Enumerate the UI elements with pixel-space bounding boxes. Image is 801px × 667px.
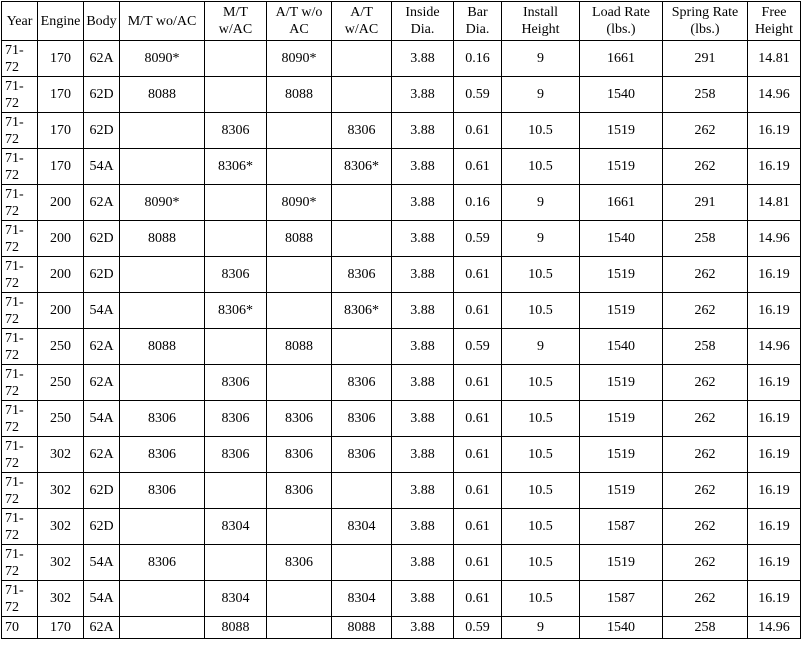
table-row [2, 365, 801, 401]
table-cell-free-height: 16.19 [748, 365, 801, 401]
table-cell-year: 71- 72 [2, 257, 38, 293]
column-header-inside-dia: Inside Dia. [392, 2, 454, 41]
table-cell-at-wo-ac [267, 113, 332, 149]
table-cell-at-w-ac [332, 545, 392, 581]
table-cell-load-rate: 1519 [580, 257, 663, 293]
table-row [2, 41, 801, 77]
table-cell-inside-dia: 3.88 [392, 617, 454, 639]
table-cell-at-wo-ac: 8090* [267, 185, 332, 221]
table-row [2, 581, 801, 617]
table-cell-at-w-ac: 8306* [332, 149, 392, 185]
table-cell-inside-dia: 3.88 [392, 365, 454, 401]
table-cell-load-rate: 1519 [580, 365, 663, 401]
table-cell-at-wo-ac: 8090* [267, 41, 332, 77]
table-cell-body: 62D [84, 221, 120, 257]
table-cell-mt-w-ac [205, 221, 267, 257]
table-cell-year: 71- 72 [2, 365, 38, 401]
table-cell-mt-w-ac: 8306 [205, 113, 267, 149]
table-cell-year: 71- 72 [2, 581, 38, 617]
table-cell-mt-wo-ac [120, 617, 205, 639]
table-cell-mt-wo-ac: 8306 [120, 545, 205, 581]
table-cell-year: 71- 72 [2, 293, 38, 329]
table-cell-inside-dia: 3.88 [392, 473, 454, 509]
table-cell-mt-w-ac [205, 545, 267, 581]
table-cell-install-height: 9 [502, 617, 580, 639]
table-row [2, 401, 801, 437]
column-header-mt-wo-ac: M/T wo/AC [120, 2, 205, 41]
table-cell-engine: 200 [38, 185, 84, 221]
table-cell-mt-wo-ac: 8088 [120, 329, 205, 365]
column-header-free-height: Free Height [748, 2, 801, 41]
table-cell-spring-rate: 258 [663, 221, 748, 257]
table-cell-body: 62A [84, 41, 120, 77]
table-row [2, 293, 801, 329]
table-cell-mt-w-ac [205, 77, 267, 113]
table-cell-engine: 302 [38, 545, 84, 581]
table-cell-at-w-ac: 8304 [332, 509, 392, 545]
table-cell-spring-rate: 262 [663, 473, 748, 509]
table-cell-install-height: 10.5 [502, 113, 580, 149]
table-cell-spring-rate: 262 [663, 257, 748, 293]
header-row [2, 2, 801, 41]
table-cell-at-wo-ac: 8306 [267, 545, 332, 581]
table-row [2, 149, 801, 185]
table-cell-bar-dia: 0.61 [454, 509, 502, 545]
table-cell-engine: 170 [38, 113, 84, 149]
table-cell-mt-wo-ac [120, 509, 205, 545]
table-cell-at-w-ac: 8306 [332, 113, 392, 149]
table-cell-inside-dia: 3.88 [392, 257, 454, 293]
table-cell-install-height: 10.5 [502, 365, 580, 401]
table-cell-bar-dia: 0.61 [454, 149, 502, 185]
table-cell-at-wo-ac: 8306 [267, 437, 332, 473]
table-cell-load-rate: 1519 [580, 293, 663, 329]
table-cell-engine: 302 [38, 509, 84, 545]
table-cell-at-w-ac [332, 221, 392, 257]
table-cell-bar-dia: 0.59 [454, 77, 502, 113]
table-cell-at-w-ac [332, 77, 392, 113]
table-cell-bar-dia: 0.61 [454, 473, 502, 509]
table-cell-mt-w-ac: 8304 [205, 581, 267, 617]
table-cell-year: 70 [2, 617, 38, 639]
table-cell-year: 71- 72 [2, 401, 38, 437]
table-row [2, 113, 801, 149]
table-cell-spring-rate: 258 [663, 77, 748, 113]
table-cell-at-w-ac: 8306 [332, 257, 392, 293]
table-cell-at-wo-ac [267, 149, 332, 185]
table-cell-mt-w-ac: 8306 [205, 401, 267, 437]
table-cell-mt-wo-ac [120, 293, 205, 329]
column-header-at-wo-ac: A/T w/o AC [267, 2, 332, 41]
table-cell-year: 71- 72 [2, 41, 38, 77]
table-cell-mt-w-ac: 8306 [205, 437, 267, 473]
table-cell-mt-wo-ac: 8306 [120, 473, 205, 509]
table-cell-inside-dia: 3.88 [392, 437, 454, 473]
table-cell-load-rate: 1661 [580, 41, 663, 77]
table-cell-spring-rate: 262 [663, 509, 748, 545]
table-cell-install-height: 10.5 [502, 401, 580, 437]
table-cell-at-w-ac [332, 473, 392, 509]
table-cell-body: 62D [84, 257, 120, 293]
table-cell-load-rate: 1587 [580, 509, 663, 545]
table-cell-body: 54A [84, 293, 120, 329]
table-cell-install-height: 10.5 [502, 545, 580, 581]
table-cell-mt-wo-ac: 8088 [120, 221, 205, 257]
table-cell-at-w-ac: 8088 [332, 617, 392, 639]
table-cell-at-wo-ac: 8088 [267, 221, 332, 257]
table-cell-mt-w-ac: 8088 [205, 617, 267, 639]
table-cell-inside-dia: 3.88 [392, 329, 454, 365]
table-cell-mt-w-ac: 8306 [205, 257, 267, 293]
table-cell-inside-dia: 3.88 [392, 41, 454, 77]
table-cell-mt-wo-ac [120, 365, 205, 401]
table-cell-year: 71- 72 [2, 77, 38, 113]
table-row [2, 257, 801, 293]
table-cell-year: 71- 72 [2, 329, 38, 365]
table-cell-spring-rate: 291 [663, 41, 748, 77]
table-cell-load-rate: 1540 [580, 329, 663, 365]
column-header-install-height: Install Height [502, 2, 580, 41]
table-cell-load-rate: 1519 [580, 437, 663, 473]
table-cell-at-w-ac [332, 329, 392, 365]
table-cell-engine: 302 [38, 581, 84, 617]
table-cell-mt-wo-ac: 8090* [120, 41, 205, 77]
table-cell-bar-dia: 0.59 [454, 221, 502, 257]
table-cell-spring-rate: 262 [663, 581, 748, 617]
table-cell-install-height: 9 [502, 77, 580, 113]
table-cell-bar-dia: 0.59 [454, 329, 502, 365]
table-cell-engine: 302 [38, 437, 84, 473]
table-cell-mt-w-ac [205, 185, 267, 221]
table-cell-install-height: 10.5 [502, 437, 580, 473]
table-cell-mt-wo-ac: 8306 [120, 437, 205, 473]
table-cell-load-rate: 1519 [580, 401, 663, 437]
table-cell-install-height: 10.5 [502, 509, 580, 545]
table-cell-free-height: 16.19 [748, 293, 801, 329]
column-header-engine: Engine [38, 2, 84, 41]
table-cell-engine: 200 [38, 293, 84, 329]
table-cell-install-height: 10.5 [502, 473, 580, 509]
table-cell-bar-dia: 0.61 [454, 293, 502, 329]
table-cell-at-wo-ac: 8306 [267, 401, 332, 437]
table-cell-free-height: 14.81 [748, 185, 801, 221]
table-cell-free-height: 16.19 [748, 257, 801, 293]
table-cell-install-height: 10.5 [502, 257, 580, 293]
table-cell-free-height: 16.19 [748, 545, 801, 581]
table-cell-at-wo-ac [267, 581, 332, 617]
table-cell-mt-w-ac [205, 41, 267, 77]
table-cell-spring-rate: 258 [663, 617, 748, 639]
table-cell-spring-rate: 262 [663, 437, 748, 473]
table-cell-free-height: 16.19 [748, 509, 801, 545]
table-cell-bar-dia: 0.61 [454, 401, 502, 437]
table-cell-body: 62D [84, 473, 120, 509]
table-cell-inside-dia: 3.88 [392, 221, 454, 257]
table-cell-inside-dia: 3.88 [392, 545, 454, 581]
table-cell-engine: 250 [38, 329, 84, 365]
table-cell-bar-dia: 0.16 [454, 41, 502, 77]
table-cell-spring-rate: 262 [663, 149, 748, 185]
column-header-year: Year [2, 2, 38, 41]
column-header-body: Body [84, 2, 120, 41]
table-cell-load-rate: 1519 [580, 545, 663, 581]
table-cell-at-w-ac [332, 41, 392, 77]
table-cell-body: 62A [84, 617, 120, 639]
table-cell-year: 71- 72 [2, 221, 38, 257]
table-cell-spring-rate: 262 [663, 401, 748, 437]
table-cell-load-rate: 1540 [580, 221, 663, 257]
table-cell-free-height: 16.19 [748, 401, 801, 437]
table-row [2, 437, 801, 473]
table-cell-at-w-ac: 8306* [332, 293, 392, 329]
table-cell-body: 54A [84, 401, 120, 437]
table-cell-bar-dia: 0.61 [454, 581, 502, 617]
table-cell-at-wo-ac: 8306 [267, 473, 332, 509]
table-cell-load-rate: 1661 [580, 185, 663, 221]
table-cell-bar-dia: 0.61 [454, 437, 502, 473]
table-cell-engine: 170 [38, 617, 84, 639]
table-cell-load-rate: 1519 [580, 113, 663, 149]
table-row [2, 221, 801, 257]
table-cell-at-wo-ac [267, 293, 332, 329]
table-row [2, 329, 801, 365]
table-row [2, 185, 801, 221]
table-cell-at-w-ac: 8306 [332, 401, 392, 437]
table-cell-body: 62A [84, 365, 120, 401]
table-cell-body: 62D [84, 77, 120, 113]
table-cell-at-w-ac: 8306 [332, 365, 392, 401]
table-cell-inside-dia: 3.88 [392, 113, 454, 149]
table-row [2, 473, 801, 509]
table-cell-mt-wo-ac: 8088 [120, 77, 205, 113]
column-header-mt-w-ac: M/T w/AC [205, 2, 267, 41]
table-cell-body: 54A [84, 545, 120, 581]
table-cell-mt-wo-ac [120, 581, 205, 617]
table-cell-engine: 302 [38, 473, 84, 509]
table-cell-year: 71- 72 [2, 437, 38, 473]
table-cell-spring-rate: 262 [663, 545, 748, 581]
table-cell-load-rate: 1540 [580, 617, 663, 639]
table-cell-free-height: 14.96 [748, 617, 801, 639]
table-cell-inside-dia: 3.88 [392, 401, 454, 437]
table-cell-install-height: 10.5 [502, 581, 580, 617]
table-cell-at-w-ac: 8306 [332, 437, 392, 473]
table-cell-year: 71- 72 [2, 545, 38, 581]
table-cell-install-height: 9 [502, 185, 580, 221]
table-body [2, 41, 801, 639]
table-cell-body: 62D [84, 113, 120, 149]
table-cell-at-wo-ac [267, 257, 332, 293]
table-cell-bar-dia: 0.59 [454, 617, 502, 639]
table-cell-free-height: 14.81 [748, 41, 801, 77]
table-row [2, 545, 801, 581]
table-cell-inside-dia: 3.88 [392, 509, 454, 545]
table-cell-mt-wo-ac: 8090* [120, 185, 205, 221]
table-cell-inside-dia: 3.88 [392, 185, 454, 221]
table-cell-bar-dia: 0.61 [454, 257, 502, 293]
table-cell-body: 62A [84, 437, 120, 473]
table-row [2, 509, 801, 545]
table-cell-inside-dia: 3.88 [392, 77, 454, 113]
column-header-spring-rate: Spring Rate (lbs.) [663, 2, 748, 41]
table-cell-at-wo-ac: 8088 [267, 329, 332, 365]
table-cell-install-height: 9 [502, 329, 580, 365]
table-cell-load-rate: 1519 [580, 473, 663, 509]
table-cell-bar-dia: 0.61 [454, 365, 502, 401]
table-cell-load-rate: 1587 [580, 581, 663, 617]
table-cell-mt-w-ac: 8306* [205, 293, 267, 329]
table-cell-year: 71- 72 [2, 185, 38, 221]
table-cell-install-height: 10.5 [502, 293, 580, 329]
table-cell-engine: 200 [38, 257, 84, 293]
table-cell-year: 71- 72 [2, 473, 38, 509]
table-cell-free-height: 14.96 [748, 77, 801, 113]
table-cell-at-wo-ac [267, 617, 332, 639]
table-cell-load-rate: 1540 [580, 77, 663, 113]
table-cell-body: 62A [84, 185, 120, 221]
spring-spec-table [1, 1, 801, 639]
table-cell-free-height: 14.96 [748, 221, 801, 257]
table-cell-engine: 250 [38, 401, 84, 437]
table-cell-mt-w-ac: 8306 [205, 365, 267, 401]
table-cell-engine: 170 [38, 41, 84, 77]
table-cell-install-height: 9 [502, 221, 580, 257]
table-cell-mt-w-ac: 8306* [205, 149, 267, 185]
table-cell-at-w-ac [332, 185, 392, 221]
table-cell-mt-wo-ac [120, 113, 205, 149]
table-cell-free-height: 16.19 [748, 437, 801, 473]
column-header-bar-dia: Bar Dia. [454, 2, 502, 41]
table-cell-free-height: 16.19 [748, 149, 801, 185]
table-cell-spring-rate: 262 [663, 365, 748, 401]
table-cell-spring-rate: 258 [663, 329, 748, 365]
table-cell-mt-w-ac [205, 473, 267, 509]
table-row [2, 77, 801, 113]
table-cell-year: 71- 72 [2, 509, 38, 545]
table-cell-inside-dia: 3.88 [392, 149, 454, 185]
table-cell-bar-dia: 0.16 [454, 185, 502, 221]
table-cell-inside-dia: 3.88 [392, 581, 454, 617]
table-cell-mt-w-ac [205, 329, 267, 365]
table-cell-free-height: 16.19 [748, 473, 801, 509]
table-cell-load-rate: 1519 [580, 149, 663, 185]
table-row [2, 617, 801, 639]
table-cell-body: 54A [84, 581, 120, 617]
column-header-at-w-ac: A/T w/AC [332, 2, 392, 41]
table-cell-spring-rate: 262 [663, 293, 748, 329]
table-cell-year: 71- 72 [2, 149, 38, 185]
table-cell-mt-wo-ac [120, 149, 205, 185]
table-cell-engine: 170 [38, 77, 84, 113]
table-cell-engine: 250 [38, 365, 84, 401]
table-cell-year: 71- 72 [2, 113, 38, 149]
table-cell-at-wo-ac [267, 365, 332, 401]
table-cell-bar-dia: 0.61 [454, 113, 502, 149]
table-cell-mt-wo-ac: 8306 [120, 401, 205, 437]
table-cell-bar-dia: 0.61 [454, 545, 502, 581]
table-cell-engine: 200 [38, 221, 84, 257]
table-cell-free-height: 16.19 [748, 581, 801, 617]
table-cell-mt-wo-ac [120, 257, 205, 293]
table-cell-at-wo-ac [267, 509, 332, 545]
table-cell-spring-rate: 291 [663, 185, 748, 221]
table-cell-at-wo-ac: 8088 [267, 77, 332, 113]
table-cell-free-height: 16.19 [748, 113, 801, 149]
table-cell-inside-dia: 3.88 [392, 293, 454, 329]
table-cell-body: 54A [84, 149, 120, 185]
table-cell-body: 62D [84, 509, 120, 545]
table-cell-spring-rate: 262 [663, 113, 748, 149]
table-cell-mt-w-ac: 8304 [205, 509, 267, 545]
table-cell-install-height: 9 [502, 41, 580, 77]
table-cell-install-height: 10.5 [502, 149, 580, 185]
table-cell-free-height: 14.96 [748, 329, 801, 365]
column-header-load-rate: Load Rate (lbs.) [580, 2, 663, 41]
table-cell-body: 62A [84, 329, 120, 365]
table-cell-at-w-ac: 8304 [332, 581, 392, 617]
table-cell-engine: 170 [38, 149, 84, 185]
